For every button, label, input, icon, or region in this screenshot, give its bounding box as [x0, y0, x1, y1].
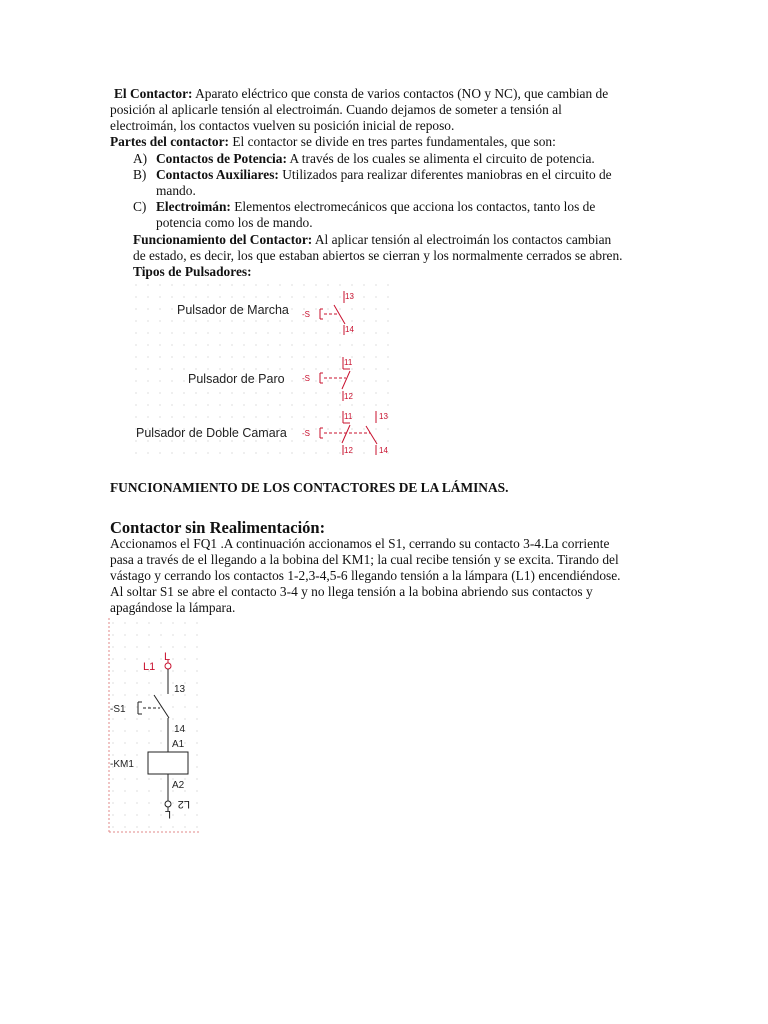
intro-line-3: electroimán, los contactos vuelven su posición inicial de reposo. — [110, 118, 455, 133]
item-letter: B) — [133, 167, 147, 182]
subsection-title: Contactor sin Realimentación: — [110, 518, 326, 537]
circuit-L-label: L — [164, 651, 171, 663]
item-letter: A) — [133, 151, 148, 166]
circuit-L2-label: L2 — [177, 798, 190, 810]
funcionamiento-line-1 — [133, 232, 611, 248]
pulsador-paro-label: Pulsador de Paro — [188, 372, 285, 386]
partes-item-a — [133, 151, 693, 167]
partes-item-c — [133, 199, 693, 231]
pulsador-marcha-top: 13 — [345, 292, 354, 301]
item-text-cont: mando. — [156, 183, 196, 198]
pulsador-doble-bottom-1: 12 — [344, 446, 353, 455]
funcionamiento-line-2: de estado, es decir, los que estaban abiertos se cierran y los normalmente cerrados se abren. — [133, 248, 623, 263]
terminal-L1 — [165, 663, 171, 669]
partes-item-b — [133, 167, 693, 199]
circuit-KM1-label: -KM1 — [110, 759, 134, 770]
section-title: FUNCIONAMIENTO DE LOS CONTACTORES DE LA LÁMINAS. — [110, 480, 509, 495]
item-term: Contactos de Potencia: — [156, 151, 287, 166]
pulsador-paro-top: 11 — [344, 358, 353, 367]
tipos-title: Tipos de Pulsadores: — [133, 264, 252, 279]
pulsador-marcha-bottom: 14 — [345, 325, 354, 334]
intro-line-2: posición al aplicarle tensión al electroimán. Cuando dejamos de someter a tensión al — [110, 102, 562, 117]
intro-text: Aparato eléctrico que consta de varios contactos (NO y NC), que cambian de — [192, 86, 609, 101]
item-text-cont: potencia como los de mando. — [156, 215, 313, 230]
pulsador-paro-tag: -S — [302, 374, 310, 383]
item-text: Elementos electromecánicos que acciona los contactos, tanto los de — [230, 199, 596, 214]
circuit-A1-label: A1 — [172, 739, 185, 750]
terminal-L2 — [165, 801, 171, 807]
circuit-A2-label: A2 — [172, 780, 185, 791]
body-line-1: Accionamos el FQ1 .A continuación accionamos el S1, cerrando su contacto 3-4.La corriente — [110, 536, 610, 551]
body-line-5: apagándose la lámpara. — [110, 600, 236, 615]
item-term: Contactos Auxiliares: — [156, 167, 279, 182]
circuit-L1-label: L1 — [143, 661, 156, 673]
circuit-14-label: 14 — [174, 724, 186, 735]
pulsador-doble-top-2: 13 — [379, 412, 388, 421]
circuit-Lb-label: L — [164, 808, 171, 820]
intro-line-1 — [114, 86, 608, 102]
pulsador-doble-top-1: 11 — [344, 412, 353, 421]
partes-text: El contactor se divide en tres partes fundamentales, que son: — [228, 134, 556, 149]
item-text: Utilizados para realizar diferentes maniobras en el circuito de — [278, 167, 612, 182]
pulsador-doble-tag: -S — [302, 429, 310, 438]
funcionamiento-text: Al aplicar tensión al electroimán los contactos cambian — [312, 232, 612, 247]
partes-line — [110, 134, 556, 150]
body-line-3: vástago y cerrando los contactos 1-2,3-4,5-6 llegando tensión a la lámpara (L1) encendiéndose. — [110, 568, 621, 583]
pulsador-doble-label: Pulsador de Doble Camara — [136, 426, 287, 440]
pulsadores-diagram — [134, 283, 396, 463]
item-term: Electroimán: — [156, 199, 231, 214]
body-line-4: Al soltar S1 se abre el contacto 3-4 y no llega tensión a la bobina abriendo sus contactos y — [110, 584, 593, 599]
pulsador-paro-bottom: 12 — [344, 392, 353, 401]
funcionamiento-term: Funcionamiento del Contactor: — [133, 232, 313, 247]
partes-term: Partes del contactor: — [110, 134, 229, 149]
pulsador-doble-bottom-2: 14 — [379, 446, 388, 455]
intro-term: El Contactor: — [114, 86, 193, 101]
body-line-2: pasa a través de el llegando a la bobina del KM1; la cual recibe tensión y se excita. Tirando del — [110, 552, 619, 567]
item-letter: C) — [133, 199, 147, 214]
pulsador-marcha-tag: -S — [302, 310, 310, 319]
circuit-S1-label: -S1 — [110, 704, 126, 715]
item-text: A través de los cuales se alimenta el circuito de potencia. — [286, 151, 595, 166]
circuit-13-label: 13 — [174, 684, 186, 695]
contactor-circuit — [108, 618, 202, 834]
km1-coil — [148, 752, 188, 774]
pulsador-marcha-label: Pulsador de Marcha — [177, 303, 289, 317]
